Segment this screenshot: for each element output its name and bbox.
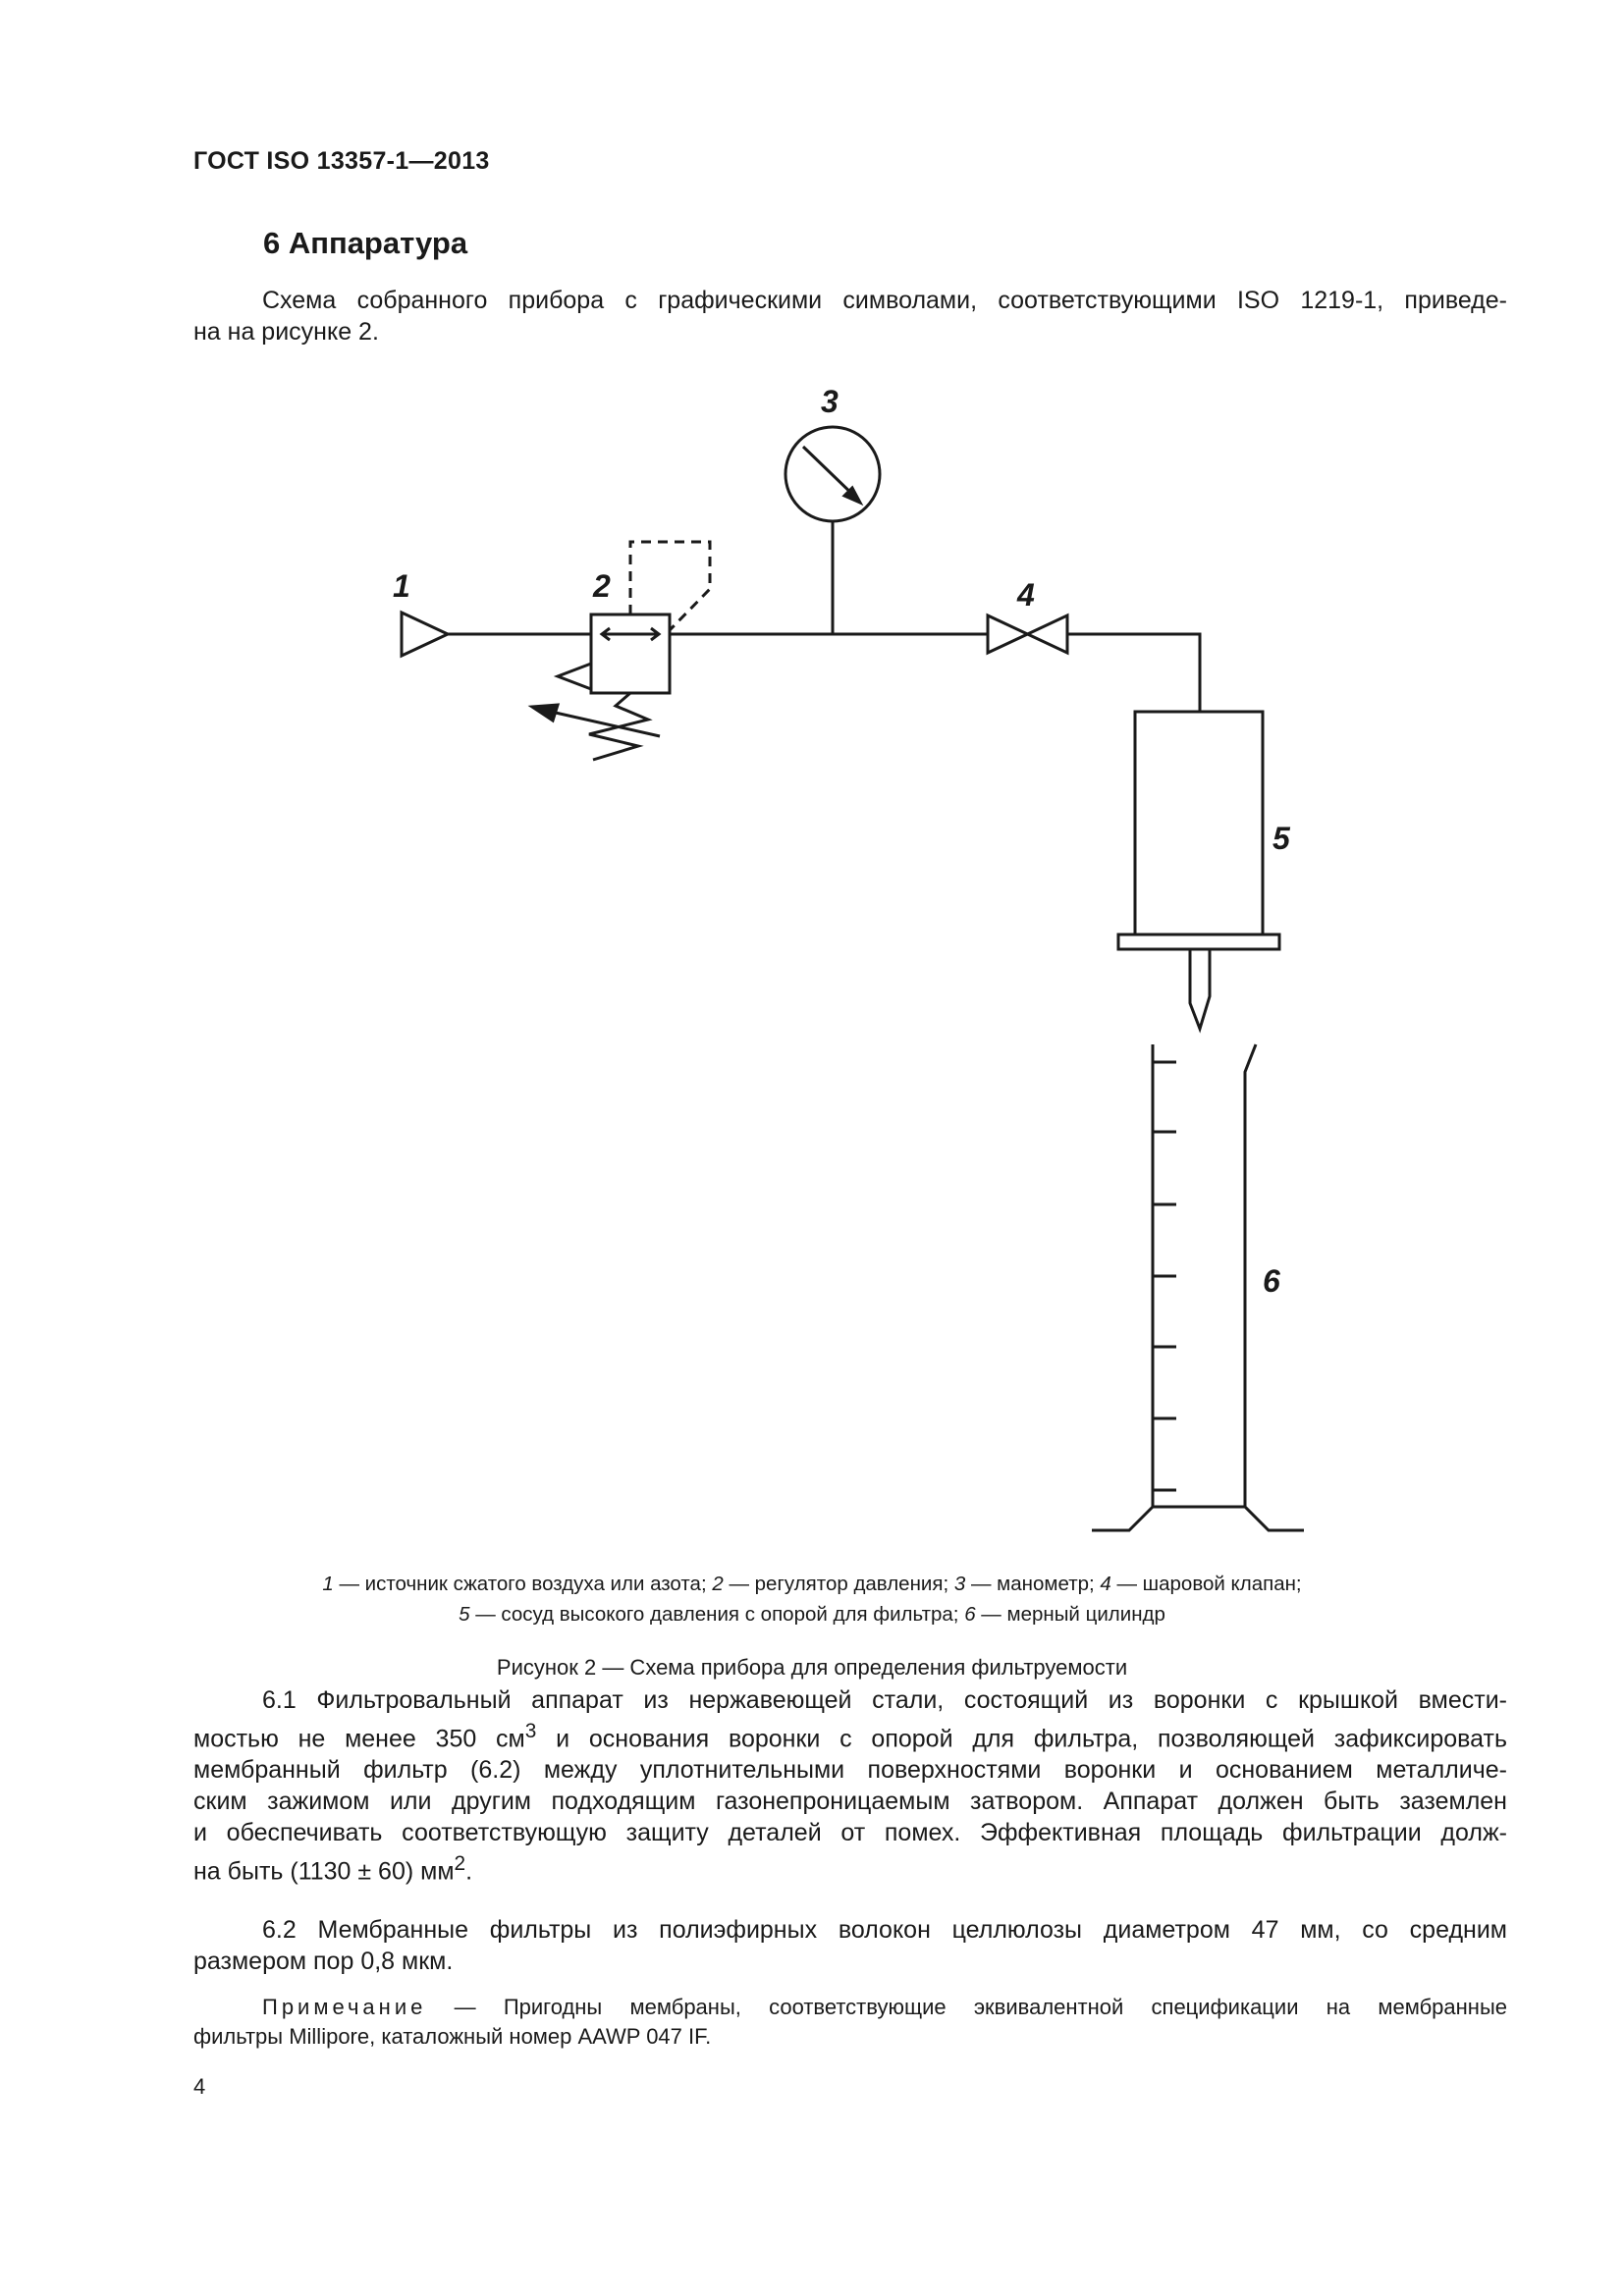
paragraph-6-1 [193, 1684, 1507, 1888]
section-title: 6 Аппаратура [263, 226, 468, 260]
p61-line-2: мостью не менее 350 $см^3$ и основания воронки с опорой для фильтра, позволяющей зафиксировать [193, 1720, 1507, 1753]
note-line-1: Примечание — Пригодны мембраны, соответствующие эквивалентной спецификации на мембранные [262, 1995, 1507, 2019]
label-6: 6 [1263, 1263, 1280, 1299]
regulator-diaphragm-triangle [558, 664, 591, 689]
legend-line-1: 1 — источник сжатого воздуха или азота; 2 — регулятор давления; 3 — манометр; 4 — шаровой клапан; [322, 1573, 1302, 1595]
cylinder-right-wall [1245, 1044, 1256, 1507]
label-3: 3 [821, 384, 839, 419]
figure-caption: Рисунок 2 — Схема прибора для определения фильтруемости [496, 1655, 1128, 1680]
p61-line-4: ским зажимом или другим подходящим газонепроницаемым затвором. Аппарат должен быть заземлен [193, 1788, 1507, 1816]
pressure-vessel [1135, 712, 1263, 934]
intro-line-1: Схема собранного прибора с графическими символами, соответствующими ISO 1219-1, приведе- [262, 287, 1507, 314]
label-4: 4 [1017, 577, 1035, 613]
intro-line-2: на на рисунке 2. [193, 318, 379, 346]
regulator-box [591, 614, 670, 693]
legend-line-2: 5 — сосуд высокого давления с опорой для фильтра; 6 — мерный цилиндр [459, 1603, 1165, 1626]
document-header: ГОСТ ISO 13357-1—2013 [193, 147, 490, 175]
cylinder-base-right [1245, 1507, 1304, 1530]
p61-line-6: на быть (1130 ± 60) $мм^2$. [193, 1852, 473, 1886]
page-number: 4 [193, 2074, 206, 2099]
outlet-spout [1190, 949, 1210, 1029]
pipe-valve-vessel [1067, 634, 1200, 712]
source-triangle [402, 613, 448, 656]
cylinder-base-left [1092, 1507, 1153, 1530]
label-2: 2 [593, 568, 611, 604]
p61-line-5: и обеспечивать соответствующую защиту деталей от помех. Эффективная площадь фильтрации долж- [193, 1819, 1507, 1847]
paragraph-6-2 [193, 1914, 1507, 1977]
note-line-2: фильтры Millipore, каталожный номер AAWP 047 IF. [193, 2024, 712, 2049]
label-5: 5 [1272, 821, 1290, 856]
p62-line-1: 6.2 Мембранные фильтры из полиэфирных волокон целлюлозы диаметром 47 мм, со средним [262, 1916, 1507, 1944]
note-label: Примечание [262, 1995, 427, 2019]
label-1: 1 [393, 568, 410, 604]
p61-line-1: 6.1 Фильтровальный аппарат из нержавеющей стали, состоящий из воронки с крышкой вмести- [262, 1686, 1507, 1714]
filter-support [1118, 934, 1279, 949]
p61-line-3: мембранный фильтр (6.2) между уплотнительными поверхностями воронки и основанием металличе- [193, 1756, 1507, 1785]
intro-paragraph [193, 285, 1507, 347]
apparatus-diagram [0, 373, 1624, 1561]
ball-valve [988, 615, 1067, 653]
p62-line-2: размером пор 0,8 мкм. [193, 1948, 454, 1975]
note-paragraph [193, 1993, 1507, 2052]
figure-legend [0, 1569, 1624, 1629]
